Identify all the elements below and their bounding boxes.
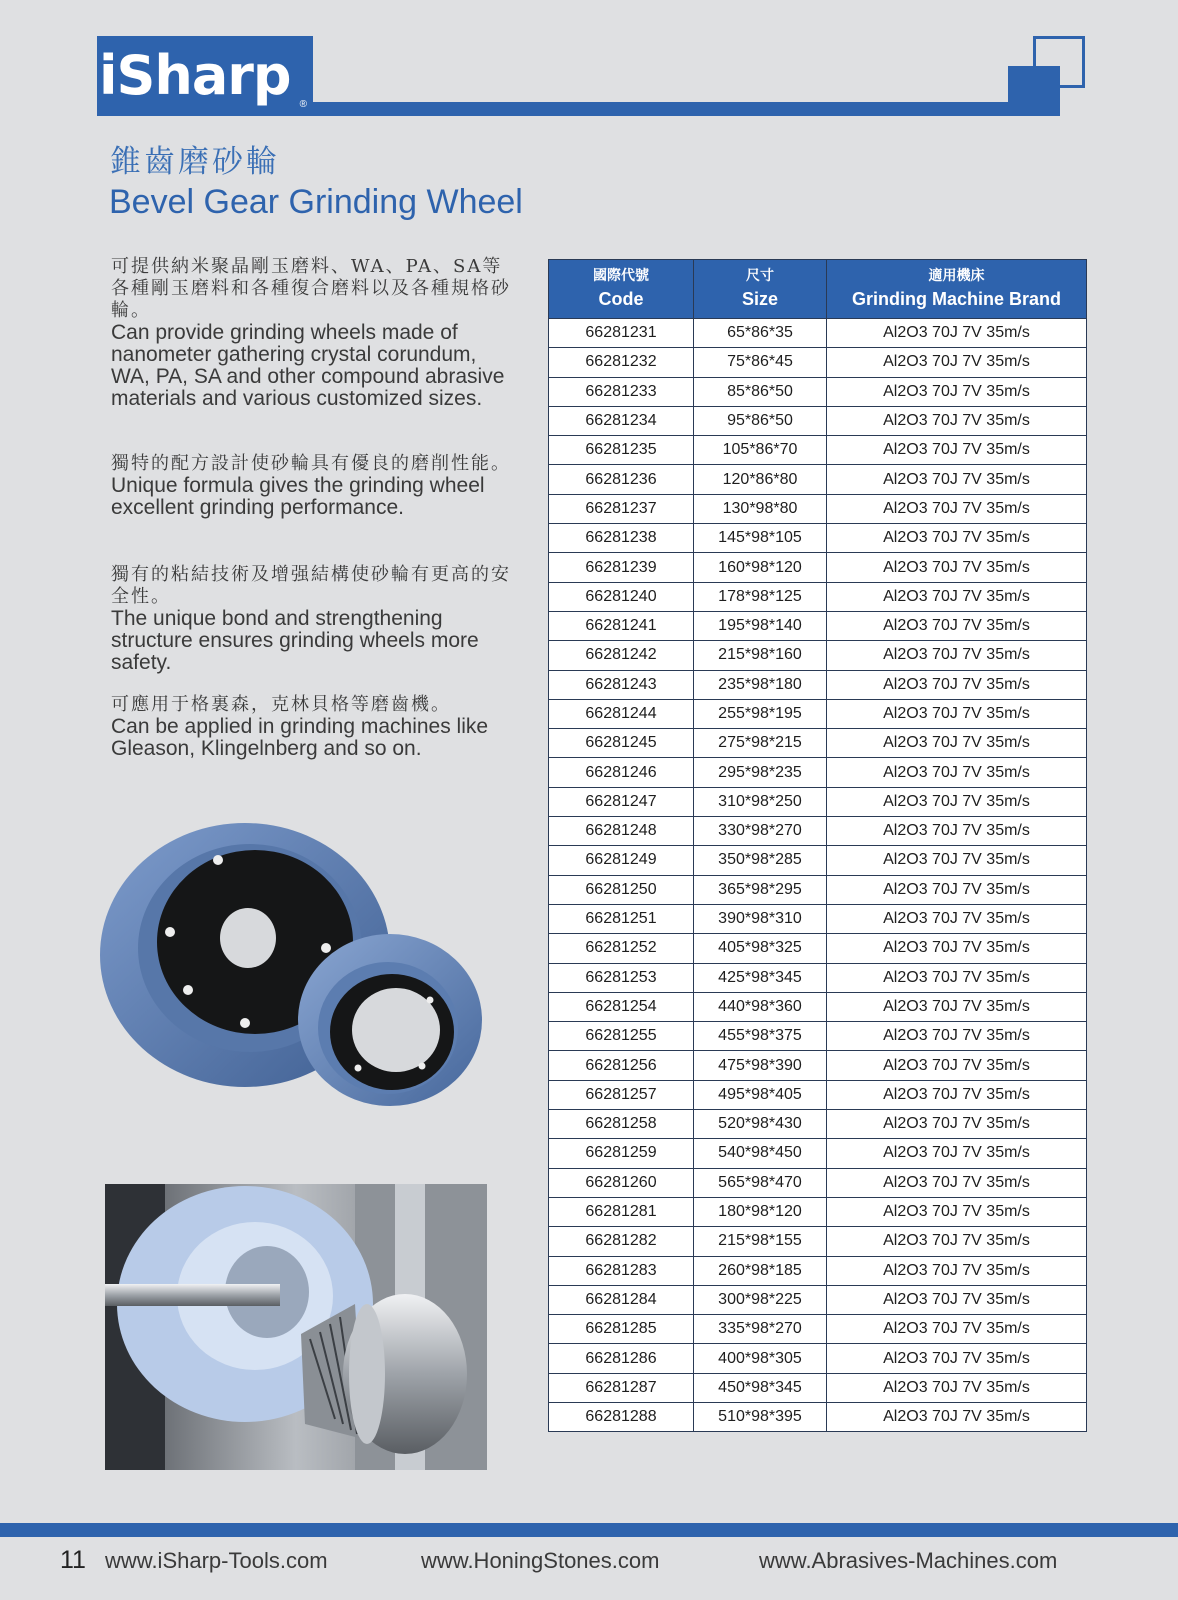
table-row: [549, 1022, 1087, 1051]
cell-size: 178*98*125: [694, 582, 827, 611]
cell-size: 310*98*250: [694, 787, 827, 816]
table-row: [549, 406, 1087, 435]
grinding-machine-image: [105, 1184, 487, 1470]
table-row: [549, 904, 1087, 933]
cell-machine-brand: Al2O3 70J 7V 35m/s: [827, 1227, 1087, 1256]
description-en: Can be applied in grinding machines like Gleason, Klingelnberg and so on.: [111, 715, 489, 760]
grinding-wheels-image: [100, 820, 490, 1120]
page-title: Bevel Gear Grinding Wheel: [109, 183, 523, 221]
cell-size: 520*98*430: [694, 1110, 827, 1139]
cell-code: 66281256: [549, 1051, 694, 1080]
description-applications: [111, 694, 521, 760]
table-row: [549, 1373, 1087, 1402]
cell-size: 255*98*195: [694, 699, 827, 728]
cell-size: 275*98*215: [694, 729, 827, 758]
cell-machine-brand: Al2O3 70J 7V 35m/s: [827, 1080, 1087, 1109]
table-row: [549, 348, 1087, 377]
cell-machine-brand: Al2O3 70J 7V 35m/s: [827, 611, 1087, 640]
cell-size: 260*98*185: [694, 1256, 827, 1285]
table-row: [549, 670, 1087, 699]
description-cn: 獨特的配方設計使砂輪具有優良的磨削性能。: [111, 453, 511, 474]
cell-code: 66281287: [549, 1373, 694, 1402]
cell-code: 66281254: [549, 992, 694, 1021]
cell-size: 130*98*80: [694, 494, 827, 523]
description-en: Unique formula gives the grinding wheel excellent grinding performance.: [111, 474, 485, 519]
description-bond: [111, 564, 521, 674]
cell-size: 145*98*105: [694, 524, 827, 553]
cell-code: 66281239: [549, 553, 694, 582]
cell-code: 66281282: [549, 1227, 694, 1256]
cell-size: 300*98*225: [694, 1285, 827, 1314]
table-row: [549, 377, 1087, 406]
cell-code: 66281251: [549, 904, 694, 933]
cell-machine-brand: Al2O3 70J 7V 35m/s: [827, 1139, 1087, 1168]
table-row: [549, 1256, 1087, 1285]
spec-table: [548, 259, 1087, 1432]
cell-code: 66281285: [549, 1315, 694, 1344]
cell-machine-brand: Al2O3 70J 7V 35m/s: [827, 406, 1087, 435]
column-header-code: [549, 260, 694, 319]
description-cn: 可應用于格裏森，克林貝格等磨齒機。: [111, 694, 451, 715]
cell-machine-brand: Al2O3 70J 7V 35m/s: [827, 1110, 1087, 1139]
page-number: 11: [60, 1546, 86, 1574]
table-row: [549, 1197, 1087, 1226]
cell-code: 66281243: [549, 670, 694, 699]
cell-machine-brand: Al2O3 70J 7V 35m/s: [827, 758, 1087, 787]
cell-machine-brand: Al2O3 70J 7V 35m/s: [827, 846, 1087, 875]
cell-code: 66281253: [549, 963, 694, 992]
description-en: The unique bond and strengthening structure ensures grinding wheels more safety.: [111, 607, 479, 674]
cell-code: 66281260: [549, 1168, 694, 1197]
cell-size: 95*86*50: [694, 406, 827, 435]
column-header-cn: 尺寸: [746, 268, 774, 284]
cell-size: 350*98*285: [694, 846, 827, 875]
table-row: [549, 1110, 1087, 1139]
cell-size: 330*98*270: [694, 817, 827, 846]
cell-size: 235*98*180: [694, 670, 827, 699]
cell-code: 66281252: [549, 934, 694, 963]
cell-code: 66281283: [549, 1256, 694, 1285]
table-row: [549, 1285, 1087, 1314]
description-cn: 獨有的粘結技術及增强結構使砂輪有更高的安全性。: [111, 564, 511, 607]
cell-size: 75*86*45: [694, 348, 827, 377]
cell-code: 66281236: [549, 465, 694, 494]
isharp-logo: [97, 36, 313, 116]
cell-code: 66281286: [549, 1344, 694, 1373]
cell-machine-brand: Al2O3 70J 7V 35m/s: [827, 524, 1087, 553]
cell-code: 66281241: [549, 611, 694, 640]
cell-machine-brand: Al2O3 70J 7V 35m/s: [827, 963, 1087, 992]
table-row: [549, 1227, 1087, 1256]
table-row: [549, 582, 1087, 611]
table-row: [549, 1315, 1087, 1344]
table-row: [549, 1344, 1087, 1373]
table-row: [549, 875, 1087, 904]
cell-machine-brand: Al2O3 70J 7V 35m/s: [827, 817, 1087, 846]
cell-size: 455*98*375: [694, 1022, 827, 1051]
cell-size: 495*98*405: [694, 1080, 827, 1109]
table-row: [549, 553, 1087, 582]
table-row: [549, 436, 1087, 465]
cell-machine-brand: Al2O3 70J 7V 35m/s: [827, 875, 1087, 904]
column-header-en: Size: [741, 289, 779, 309]
table-row: [549, 729, 1087, 758]
table-row: [549, 1080, 1087, 1109]
cell-code: 66281258: [549, 1110, 694, 1139]
table-body: [549, 319, 1087, 1432]
table-row: [549, 1402, 1087, 1431]
cell-code: 66281284: [549, 1285, 694, 1314]
cell-size: 440*98*360: [694, 992, 827, 1021]
cell-machine-brand: Al2O3 70J 7V 35m/s: [827, 1022, 1087, 1051]
cell-machine-brand: Al2O3 70J 7V 35m/s: [827, 934, 1087, 963]
column-header-size: [694, 260, 827, 319]
cell-machine-brand: Al2O3 70J 7V 35m/s: [827, 582, 1087, 611]
logo-text: iSharp: [99, 44, 291, 107]
footer-rule: [0, 1523, 1178, 1537]
cell-machine-brand: Al2O3 70J 7V 35m/s: [827, 553, 1087, 582]
cell-machine-brand: Al2O3 70J 7V 35m/s: [827, 641, 1087, 670]
cell-size: 475*98*390: [694, 1051, 827, 1080]
column-header-machine-brand: [827, 260, 1087, 319]
cell-machine-brand: Al2O3 70J 7V 35m/s: [827, 787, 1087, 816]
cell-code: 66281255: [549, 1022, 694, 1051]
cell-size: 180*98*120: [694, 1197, 827, 1226]
table-row: [549, 465, 1087, 494]
column-header-cn: 適用機床: [928, 268, 985, 284]
cell-machine-brand: Al2O3 70J 7V 35m/s: [827, 494, 1087, 523]
table-row: [549, 992, 1087, 1021]
cell-machine-brand: Al2O3 70J 7V 35m/s: [827, 436, 1087, 465]
cell-code: 66281259: [549, 1139, 694, 1168]
cell-machine-brand: Al2O3 70J 7V 35m/s: [827, 1285, 1087, 1314]
cell-machine-brand: Al2O3 70J 7V 35m/s: [827, 1402, 1087, 1431]
description-en: Can provide grinding wheels made of nanometer gathering crystal corundum, WA, PA, SA and other compound abrasive materials and various customized sizes.: [111, 321, 505, 410]
cell-code: 66281238: [549, 524, 694, 553]
table-row: [549, 846, 1087, 875]
table-row: [549, 934, 1087, 963]
cell-size: 195*98*140: [694, 611, 827, 640]
cell-machine-brand: Al2O3 70J 7V 35m/s: [827, 465, 1087, 494]
cell-size: 120*86*80: [694, 465, 827, 494]
table-row: [549, 494, 1087, 523]
cell-machine-brand: Al2O3 70J 7V 35m/s: [827, 904, 1087, 933]
cell-machine-brand: Al2O3 70J 7V 35m/s: [827, 1256, 1087, 1285]
cell-size: 85*86*50: [694, 377, 827, 406]
cell-size: 335*98*270: [694, 1315, 827, 1344]
cell-machine-brand: Al2O3 70J 7V 35m/s: [827, 1197, 1087, 1226]
table-row: [549, 787, 1087, 816]
cell-code: 66281244: [549, 699, 694, 728]
page-title-chinese: 錐齒磨砂輪: [110, 144, 280, 180]
cell-code: 66281242: [549, 641, 694, 670]
cell-size: 425*98*345: [694, 963, 827, 992]
cell-machine-brand: Al2O3 70J 7V 35m/s: [827, 1051, 1087, 1080]
cell-code: 66281288: [549, 1402, 694, 1431]
cell-machine-brand: Al2O3 70J 7V 35m/s: [827, 377, 1087, 406]
cell-size: 105*86*70: [694, 436, 827, 465]
cell-size: 295*98*235: [694, 758, 827, 787]
table-row: [549, 1168, 1087, 1197]
cell-code: 66281281: [549, 1197, 694, 1226]
table-header-row: [549, 260, 1087, 319]
cell-code: 66281246: [549, 758, 694, 787]
column-header-en: Grinding Machine Brand: [851, 289, 1061, 309]
cell-code: 66281245: [549, 729, 694, 758]
footer-link-abrasives-machines[interactable]: www.Abrasives-Machines.com: [759, 1548, 1058, 1573]
cell-code: 66281240: [549, 582, 694, 611]
cell-size: 510*98*395: [694, 1402, 827, 1431]
cell-machine-brand: Al2O3 70J 7V 35m/s: [827, 992, 1087, 1021]
column-header-cn: 國際代號: [593, 268, 649, 284]
footer-link-honingstones[interactable]: www.HoningStones.com: [421, 1548, 660, 1573]
table-row: [549, 524, 1087, 553]
cell-size: 450*98*345: [694, 1373, 827, 1402]
cell-code: 66281231: [549, 319, 694, 348]
table-row: [549, 319, 1087, 348]
cell-size: 540*98*450: [694, 1139, 827, 1168]
table-row: [549, 963, 1087, 992]
table-row: [549, 1051, 1087, 1080]
cell-size: 565*98*470: [694, 1168, 827, 1197]
table-row: [549, 611, 1087, 640]
cell-code: 66281232: [549, 348, 694, 377]
cell-code: 66281233: [549, 377, 694, 406]
cell-machine-brand: Al2O3 70J 7V 35m/s: [827, 1344, 1087, 1373]
description-formula: [111, 453, 521, 519]
cell-code: 66281257: [549, 1080, 694, 1109]
table-row: [549, 758, 1087, 787]
description-cn: 可提供納米聚晶剛玉磨料、WA、PA、SA等各種剛玉磨料和各種復合磨料以及各種規格砂輪。: [111, 256, 511, 321]
header-rule: [313, 102, 1019, 116]
table-row: [549, 817, 1087, 846]
cell-code: 66281237: [549, 494, 694, 523]
cell-code: 66281250: [549, 875, 694, 904]
cell-machine-brand: Al2O3 70J 7V 35m/s: [827, 1373, 1087, 1402]
cell-code: 66281235: [549, 436, 694, 465]
cell-size: 215*98*160: [694, 641, 827, 670]
cell-size: 390*98*310: [694, 904, 827, 933]
cell-machine-brand: Al2O3 70J 7V 35m/s: [827, 699, 1087, 728]
cell-size: 160*98*120: [694, 553, 827, 582]
cell-size: 365*98*295: [694, 875, 827, 904]
corner-decoration-block: [1008, 66, 1060, 116]
cell-size: 215*98*155: [694, 1227, 827, 1256]
cell-size: 400*98*305: [694, 1344, 827, 1373]
cell-size: 405*98*325: [694, 934, 827, 963]
cell-code: 66281249: [549, 846, 694, 875]
cell-code: 66281234: [549, 406, 694, 435]
table-row: [549, 641, 1087, 670]
cell-machine-brand: Al2O3 70J 7V 35m/s: [827, 319, 1087, 348]
description-materials: [111, 256, 521, 410]
cell-machine-brand: Al2O3 70J 7V 35m/s: [827, 670, 1087, 699]
cell-machine-brand: Al2O3 70J 7V 35m/s: [827, 729, 1087, 758]
cell-machine-brand: Al2O3 70J 7V 35m/s: [827, 348, 1087, 377]
table-row: [549, 699, 1087, 728]
registered-mark: ®: [299, 99, 307, 110]
footer-link-isharp-tools[interactable]: www.iSharp-Tools.com: [105, 1548, 328, 1573]
cell-machine-brand: Al2O3 70J 7V 35m/s: [827, 1168, 1087, 1197]
cell-size: 65*86*35: [694, 319, 827, 348]
cell-machine-brand: Al2O3 70J 7V 35m/s: [827, 1315, 1087, 1344]
cell-code: 66281247: [549, 787, 694, 816]
table-row: [549, 1139, 1087, 1168]
cell-code: 66281248: [549, 817, 694, 846]
column-header-en: Code: [598, 289, 644, 309]
